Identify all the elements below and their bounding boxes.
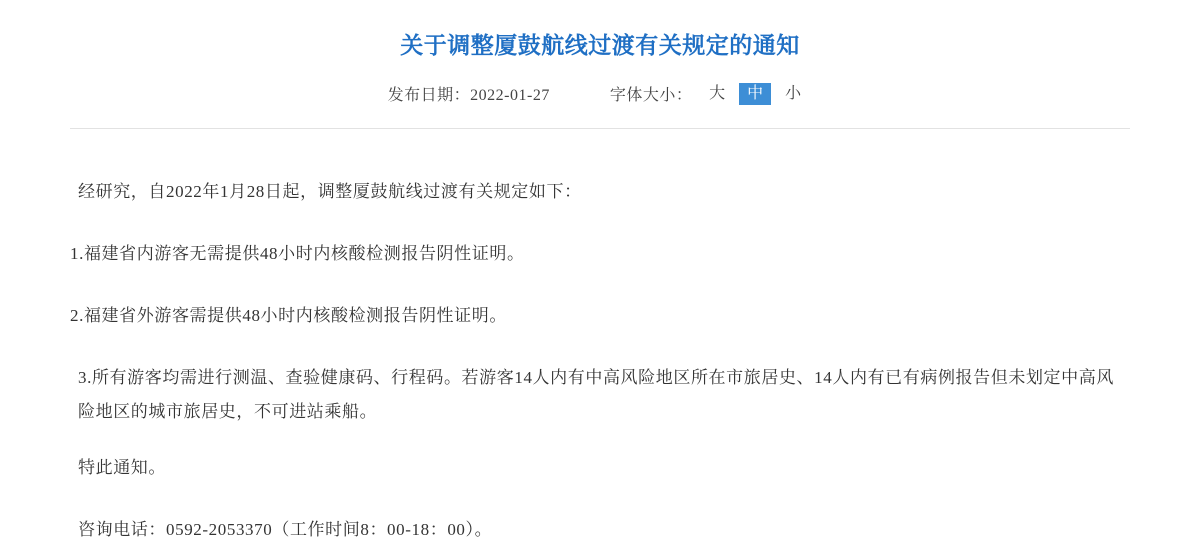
document-body bbox=[70, 129, 1130, 547]
paragraph-item-3: 3.所有游客均需进行测温、查验健康码、行程码。若游客14人内有中高风险地区所在市旅居史、14人内有已有病例报告但未划定中高风险地区的城市旅居史，不可进站乘船。 bbox=[78, 368, 1114, 421]
paragraph-contact: 咨询电话：0592-2053370（工作时间8：00-18：00）。 bbox=[78, 520, 493, 539]
document-header bbox=[0, 0, 1200, 129]
document-meta bbox=[0, 82, 1200, 105]
paragraph-notice: 特此通知。 bbox=[78, 458, 166, 477]
font-size-large-button[interactable]: 大 bbox=[709, 84, 726, 102]
paragraph-intro: 经研究，自2022年1月28日起，调整厦鼓航线过渡有关规定如下： bbox=[78, 182, 582, 201]
font-size-label: 字体大小： bbox=[609, 87, 693, 104]
font-size-switcher bbox=[610, 82, 813, 105]
font-size-medium-button[interactable]: 中 bbox=[739, 83, 771, 105]
page-title: 关于调整厦鼓航线过渡有关规定的通知 bbox=[400, 32, 800, 58]
paragraph-item-2: 2.福建省外游客需提供48小时内核酸检测报告阴性证明。 bbox=[70, 306, 507, 325]
paragraph-item-1: 1.福建省内游客无需提供48小时内核酸检测报告阴性证明。 bbox=[70, 244, 525, 263]
publish-date: 发布日期：2022-01-27 bbox=[387, 87, 550, 104]
font-size-small-button[interactable]: 小 bbox=[785, 84, 802, 102]
